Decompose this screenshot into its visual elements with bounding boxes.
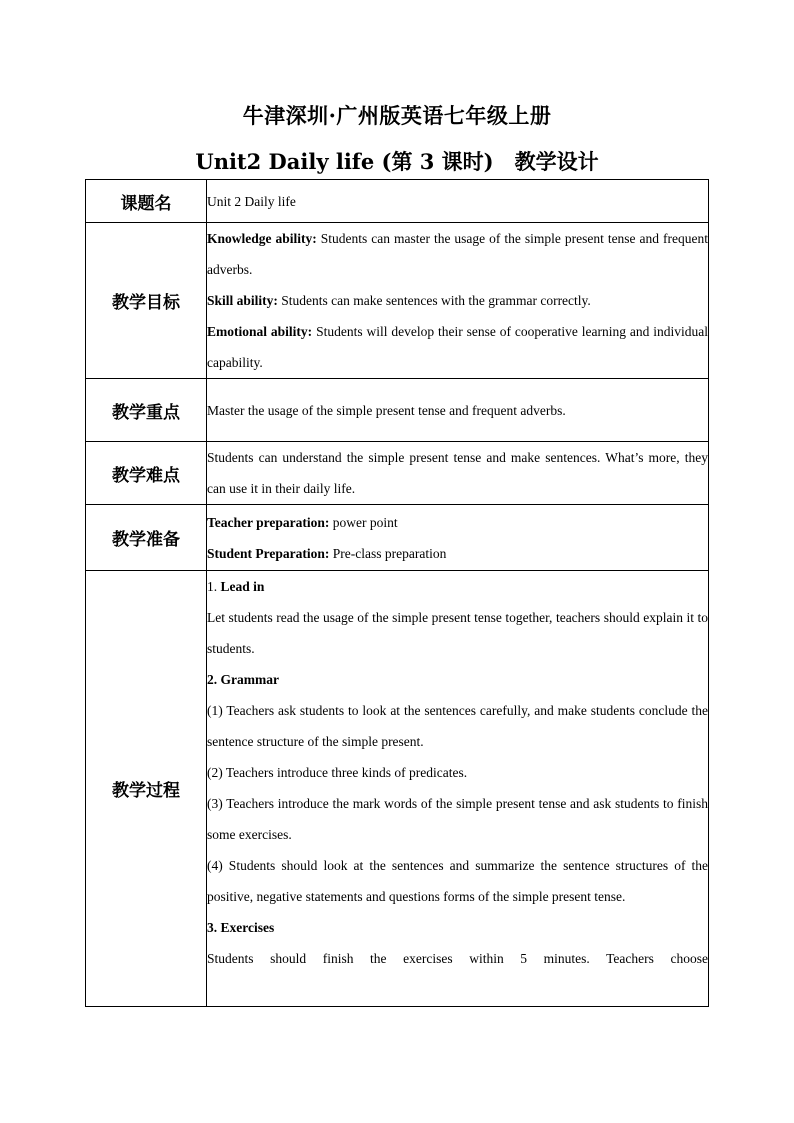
row-label-objectives: 教学目标 [86, 223, 207, 379]
emotional-ability-heading: Emotional ability: [207, 324, 313, 339]
skill-ability-text: Students can make sentences with the grammar correctly. [281, 293, 591, 308]
key-points-value: Master the usage of the simple present tense and frequent adverbs. [207, 379, 709, 442]
table-row-process [86, 571, 709, 1007]
grammar-step-3: (3) Teachers introduce the mark words of the simple present tense and ask students to finish some exercises. [207, 796, 708, 842]
grammar-heading: 2. Grammar [207, 672, 279, 687]
lead-in-title: Lead in [220, 579, 265, 594]
table-row-preparation [86, 505, 709, 571]
lead-in-number: 1. [207, 579, 218, 594]
table-row-topic [86, 180, 709, 223]
document-subtitle: Unit2 Daily life (第 3 课时) 教学设计 [195, 149, 599, 174]
table-row-difficulties [86, 442, 709, 505]
preparation-content [207, 505, 709, 571]
lesson-plan-table [85, 179, 709, 1007]
process-content [207, 571, 709, 1007]
emotional-ability-text: Students will develop their sense of cooperative learning and individual capability. [207, 324, 709, 370]
student-preparation [207, 538, 708, 569]
objectives-content [207, 223, 709, 379]
grammar-step-1: (1) Teachers ask students to look at the sentences carefully, and make students conclude the sentence structure of the simple present. [207, 703, 708, 749]
exercises-heading: 3. Exercises [207, 920, 275, 935]
teacher-preparation [207, 507, 708, 538]
table-row-key-points [86, 379, 709, 442]
knowledge-ability-heading: Knowledge ability: [207, 231, 317, 246]
skill-ability [207, 285, 708, 316]
lead-in-text: Let students read the usage of the simple present tense together, teachers should explain it to students. [207, 610, 708, 656]
exercises-text: Students should finish the exercises within 5 minutes. Teachers choose [207, 951, 708, 966]
difficulties-value: Students can understand the simple present tense and make sentences. What’s more, they can use it in their daily life. [207, 442, 709, 505]
grammar-step-2: (2) Teachers introduce three kinds of predicates. [207, 765, 468, 780]
lead-in-heading [207, 571, 708, 602]
row-label-topic: 课题名 [86, 180, 207, 223]
topic-value: Unit 2 Daily life [207, 180, 709, 223]
row-label-key-points: 教学重点 [86, 379, 207, 442]
skill-ability-heading: Skill ability: [207, 293, 278, 308]
document-title: 牛津深圳·广州版英语七年级上册 [242, 103, 552, 128]
teacher-preparation-heading: Teacher preparation: [207, 514, 330, 530]
grammar-step-4: (4) Students should look at the sentences and summarize the sentence structures of the positive, negative statements and questions forms of the simple present tense. [207, 858, 708, 904]
student-preparation-heading: Student Preparation: [207, 545, 330, 561]
knowledge-ability [207, 223, 708, 285]
knowledge-ability-text: Students can master the usage of the simple present tense and frequent adverbs. [207, 231, 708, 277]
row-label-preparation: 教学准备 [86, 505, 207, 571]
row-label-process: 教学过程 [86, 571, 207, 1007]
student-preparation-text: Pre-class preparation [332, 545, 447, 561]
table-row-objectives [86, 223, 709, 379]
row-label-difficulties: 教学难点 [86, 442, 207, 505]
teacher-preparation-text: power point [332, 514, 398, 530]
emotional-ability [207, 316, 708, 378]
